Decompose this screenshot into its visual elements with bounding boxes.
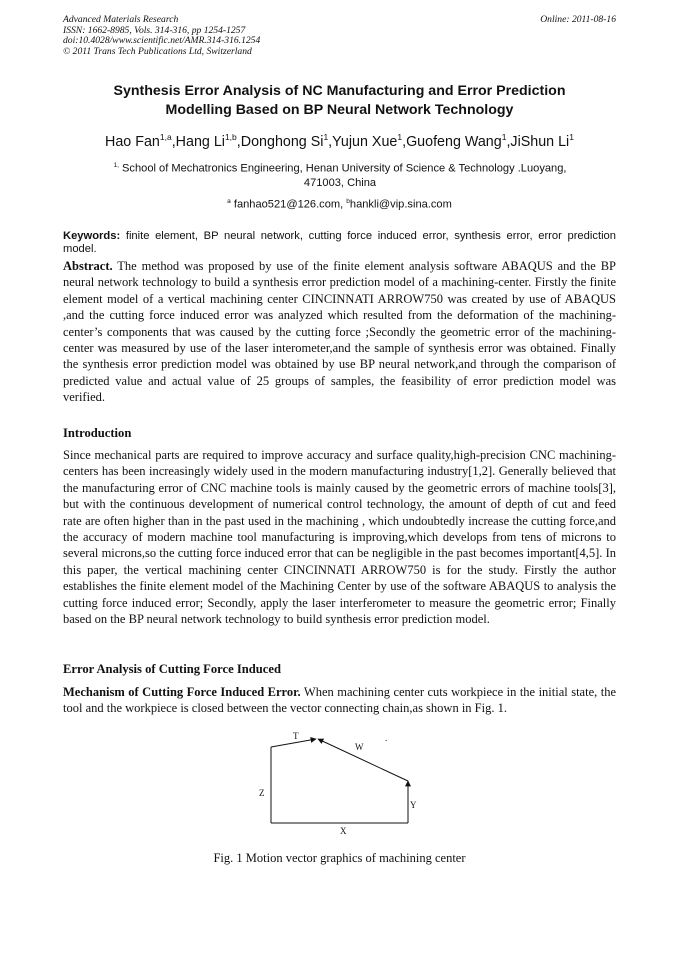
- affiliation-line-2: 471003, China: [303, 177, 377, 190]
- email-a: fanhao521@126.com,: [230, 198, 347, 211]
- author-name: Hang Li: [175, 133, 225, 150]
- figure-caption: Fig. 1 Motion vector graphics of machining center: [213, 851, 466, 865]
- title-line-2: Modelling Based on BP Neural Network Technology: [165, 102, 514, 118]
- author-name: Yujun Xue: [332, 133, 398, 150]
- paper-title: [63, 82, 616, 120]
- keywords-label: Keywords:: [63, 230, 121, 242]
- affiliation: [80, 159, 600, 191]
- author-separator: ,: [328, 133, 333, 150]
- label-y: Y: [410, 800, 417, 810]
- author-affil-mark: 1: [501, 132, 507, 142]
- author-affil-mark: 1: [569, 132, 574, 142]
- mechanism-label: Mechanism of Cutting Force Induced Error.: [63, 685, 301, 699]
- label-w: W: [355, 742, 364, 752]
- mechanism-paragraph: [63, 684, 616, 717]
- label-t: T: [293, 731, 299, 741]
- author-list: [63, 128, 616, 151]
- journal-header: [63, 15, 616, 58]
- author-name: Donghong Si: [240, 133, 324, 150]
- author-affil-mark: 1: [323, 132, 329, 142]
- author-separator: ,: [171, 133, 176, 150]
- issn-line: ISSN: 1662-8985, Vols. 314-316, pp 1254-1257: [63, 24, 246, 36]
- motion-vector-figure: [254, 728, 424, 838]
- introduction-text: Since mechanical parts are required to improve accuracy and surface quality,high-precision CNC machining-centers has been increasingly widely used in the modern manufacturing industry[1,2]. Generally believed that the manufacturing error of CNC machine tools is mainly caused by the geometric errors of machine tools[3], but with the continuous development of numerical control technology, the amount of depth of cut and feed rate are often higher than in the past used in the machining , which undoubtedly increase the cutting force,and the accuracy of modern machine tool manufacturing is improving,which develops from tens of microns to several microns,so the cutting force induced error that can be negligible in the past becomes important[4,5]. In this paper, the vertical machining center CINCINNATI ARROW750 is for the study. Firstly the author establishes the finite element model of the Machining Center by use of the software ABAQUS to analysis the cutting force induced error; Secondly, apply the laser interferometer to measure the geometric error; Finally based on the BP neural network technology to build synthesis error prediction model.: [63, 448, 616, 627]
- section-heading-error-analysis: Error Analysis of Cutting Force Induced: [63, 662, 281, 676]
- label-dot: .: [385, 733, 388, 743]
- keywords: [63, 230, 616, 257]
- doi-line: doi:10.4028/www.scientific.net/AMR.314-316.1254: [63, 35, 261, 47]
- mechanism-text: When machining center cuts workpiece in the initial state, the tool and the workpiece is closed between the vector connecting chain,as shown in Fig. 1.: [63, 685, 616, 716]
- copyright-line: © 2011 Trans Tech Publications Ltd, Switzerland: [63, 46, 252, 58]
- affiliation-text: School of Mechatronics Engineering, Henan University of Science & Technology .Luoyang,: [118, 162, 567, 175]
- author-separator: ,: [402, 133, 407, 150]
- author-separator: ,: [236, 133, 241, 150]
- abstract: [63, 258, 616, 406]
- abstract-label: Abstract.: [63, 259, 113, 273]
- journal-name: Advanced Materials Research: [63, 14, 179, 25]
- author-affil-mark: 1,b: [224, 132, 237, 142]
- email-b: hankli@vip.sina.com: [349, 198, 452, 211]
- online-date: Online: 2011-08-16: [540, 14, 616, 25]
- author-name: Hao Fan: [105, 133, 160, 150]
- email-mark-a: a: [227, 198, 231, 205]
- label-x: X: [340, 826, 347, 836]
- keywords-text: finite element, BP neural network, cutting force induced error, synthesis error, error prediction model.: [63, 230, 616, 256]
- section-heading-introduction: Introduction: [63, 426, 132, 440]
- title-line-1: Synthesis Error Analysis of NC Manufacturing and Error Prediction: [113, 83, 566, 99]
- author-separator: ,: [506, 133, 511, 150]
- author-affil-mark: 1,a: [159, 132, 172, 142]
- author-emails: [63, 195, 616, 212]
- affiliation-mark: 1,: [113, 162, 119, 169]
- author-name: Guofeng Wang: [406, 133, 502, 150]
- author-name: JiShun Li: [510, 133, 570, 150]
- abstract-text: The method was proposed by use of the finite element analysis software ABAQUS and the BP neural network technology to build a synthesis error prediction model of a machining-center. Firstly the finite element model of a vertical machining center CINCINNATI ARROW750 was created by use of ABAQUS ,and the cutting force induced error was analyzed which resulted from the deformation of the machining-center’s components that was caused by the cutting force ;Secondly the geometric error of the machining-center was measured by use of the laser interometer,and the sample of synthesis error was obtained. Finally the synthesis error prediction model was obtained by use BP neural network,and through the comparison of predicted value and actual value of 25 groups of samples, the feasibility of error prediction model was verified.: [63, 259, 616, 405]
- email-mark-b: b: [346, 198, 350, 205]
- author-affil-mark: 1: [397, 132, 403, 142]
- label-z: Z: [259, 788, 265, 798]
